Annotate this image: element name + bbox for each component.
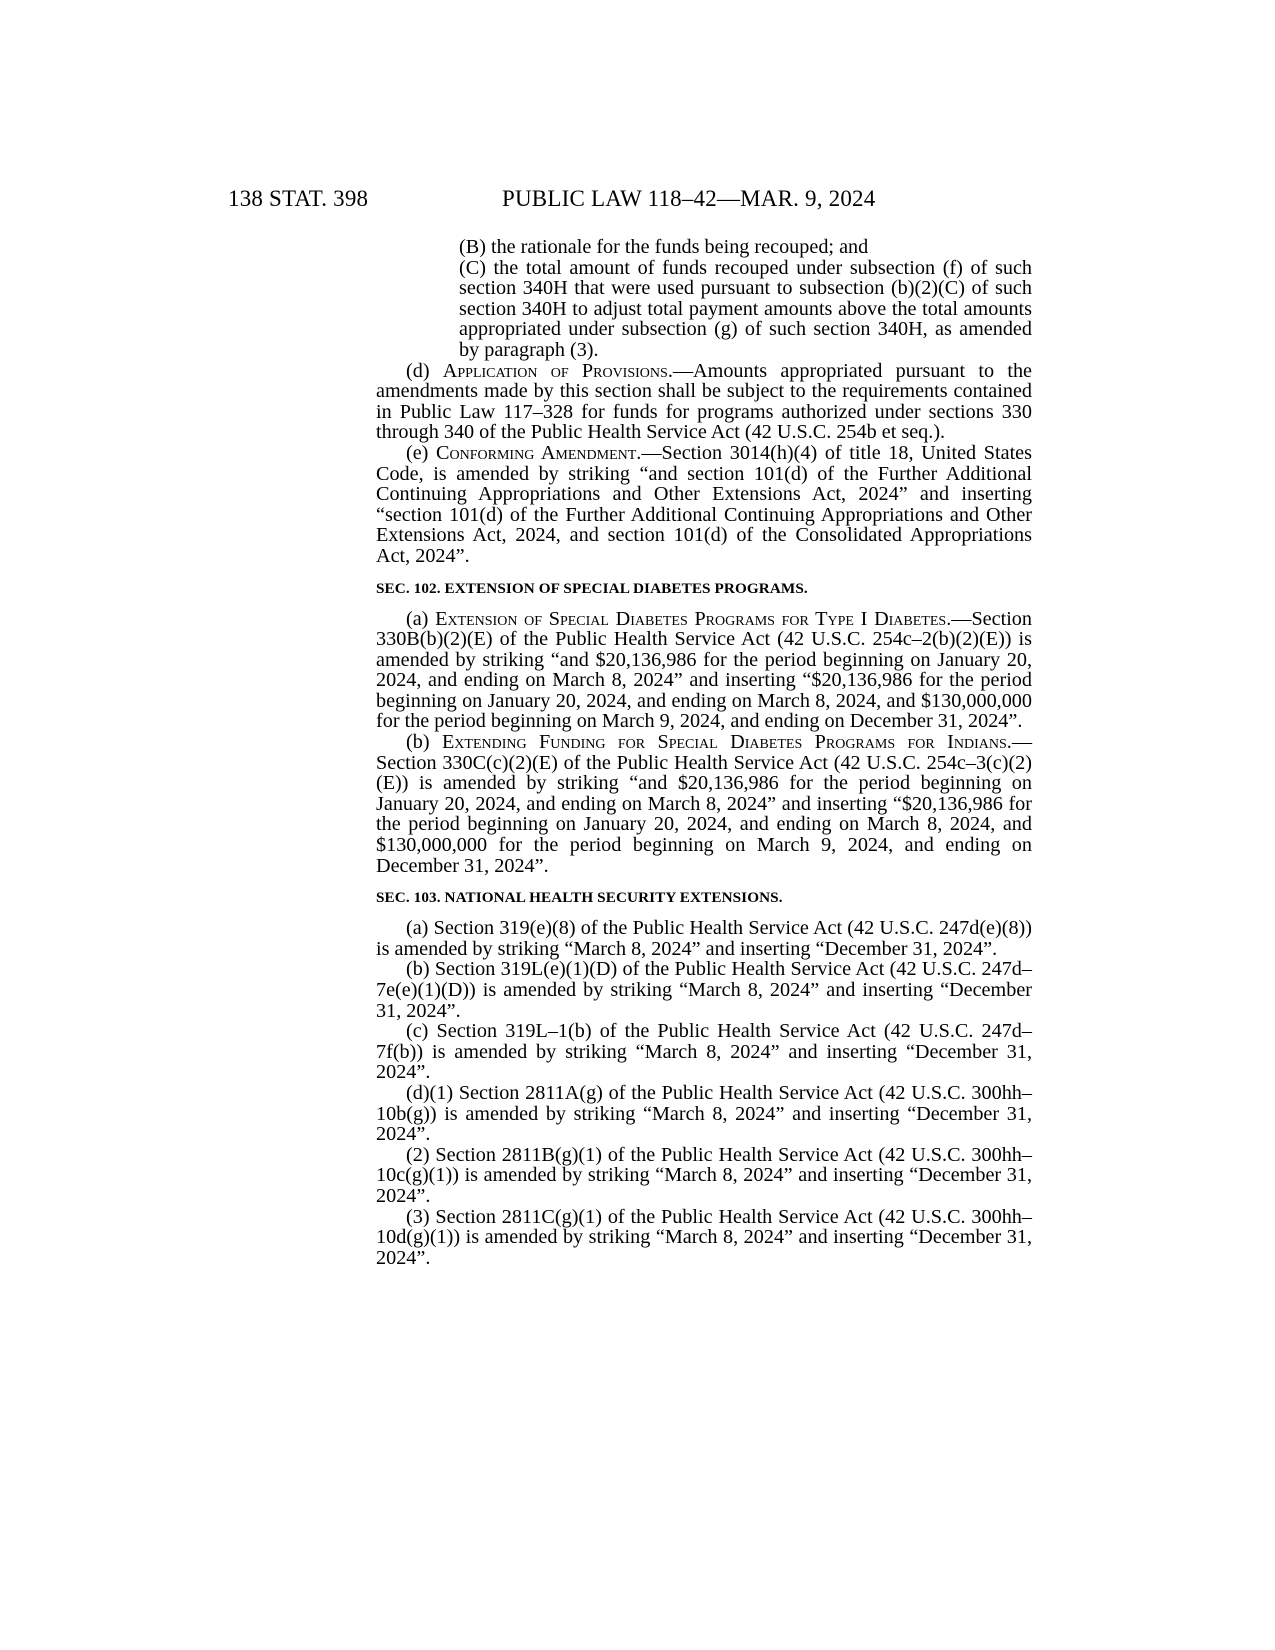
sec-103-paragraph-3: (3) Section 2811C(g)(1) of the Public Health Service Act (42 U.S.C. 300hh–10d(g)(1)) is amended by striking “March 8, 2024” and inserting “December 31, 2024”. xyxy=(376,1205,1032,1269)
sec-103-paragraph-2: (2) Section 2811B(g)(1) of the Public Health Service Act (42 U.S.C. 300hh–10c(g)(1)) is amended by striking “March 8, 2024” and inserting “December 31, 2024”. xyxy=(376,1143,1032,1207)
sec-102-a-heading: Extension of Special Diabetes Programs for Type I Diabetes xyxy=(435,607,947,630)
subsection-d-heading: Application of Provisions xyxy=(442,359,668,382)
sec-102-a-prefix: (a) xyxy=(406,607,436,630)
public-law-running-head: PUBLIC LAW 118–42—MAR. 9, 2024 xyxy=(502,186,876,211)
paragraph-c-C: (C) the total amount of funds recouped under subsection (f) of such section 340H that were used pursuant to subsection (b)(2)(C) of such section 340H to adjust total payment amounts above the total amounts appropriated under subsection (g) of such section 340H, as amended by paragraph (3). xyxy=(459,256,1032,361)
sec-103-subsection-c: (c) Section 319L–1(b) of the Public Health Service Act (42 U.S.C. 247d–7f(b)) is amended by striking “March 8, 2024” and inserting “December 31, 2024”. xyxy=(376,1020,1032,1084)
sec-103-subsection-b: (b) Section 319L(e)(1)(D) of the Public Health Service Act (42 U.S.C. 247d–7e(e)(1)(D)) is amended by striking “March 8, 2024” and inserting “December 31, 2024”. xyxy=(376,958,1032,1022)
sec-102-b-prefix: (b) xyxy=(406,731,442,754)
subsection-d-text: .—Amounts appropriated pursuant to the amendments made by this section shall be subject to the requirements contained in Public Law 117–328 for funds for programs authorized under sections 330 through 340 of the Public Health Service Act (42 U.S.C. 254b et seq.). xyxy=(376,359,1032,444)
sec-103-heading: SEC. 103. NATIONAL HEALTH SECURITY EXTENSIONS. xyxy=(376,889,783,907)
document-body xyxy=(376,237,1032,1268)
subsection-e xyxy=(376,443,1032,567)
sec-103-subsection-a: (a) Section 319(e)(8) of the Public Health Service Act (42 U.S.C. 247d(e)(8)) is amended by striking “March 8, 2024” and inserting “December 31, 2024”. xyxy=(376,917,1032,960)
subsection-e-text: .—Section 3014(h)(4) of title 18, United States Code, is amended by striking “and section 101(d) of the Further Additional Continuing Appropriations and Other Extensions Act, 2024” and inserting “section 101(d) of the Further Additional Continuing Appropriations and Other Extensions Act, 2024, and section 101(d) of the Consolidated Appropriations Act, 2024”. xyxy=(376,441,1032,567)
paragraph-c-B: (B) the rationale for the funds being recouped; and xyxy=(459,236,869,258)
stat-page-number: 138 STAT. 398 xyxy=(228,186,369,211)
sec-102-b-heading: Extending Funding for Special Diabetes Programs for Indians xyxy=(441,731,1007,754)
sec-103-subsection-d1: (d)(1) Section 2811A(g) of the Public Health Service Act (42 U.S.C. 300hh–10b(g)) is amended by striking “March 8, 2024” and inserting “December 31, 2024”. xyxy=(376,1081,1032,1146)
sec-102-subsection-b xyxy=(376,732,1032,876)
sec-102-b-text: .—Section 330C(c)(2)(E) of the Public Health Service Act (42 U.S.C. 254c–3(c)(2)(E)) is amended by striking “and $20,136,986 for the period beginning on January 20, 2024, and ending on March 8, 2024” and inserting “$20,136,986 for the period beginning on January 20, 2024, and ending on March 8, 2024, and $130,000,000 for the period beginning on March 9, 2024, and ending on December 31, 2024”. xyxy=(376,731,1033,877)
sec-102-a-text: .—Section 330B(b)(2)(E) of the Public Health Service Act (42 U.S.C. 254c–2(b)(2)(E)) is amended by striking “and $20,136,986 for the period beginning on January 20, 2024, and ending on March 8, 2024” and inserting “$20,136,986 for the period beginning on January 20, 2024, and ending on March 8, 2024, and $130,000,000 for the period beginning on March 9, 2024, and ending on December 31, 2024”. xyxy=(376,607,1032,733)
sec-102-heading: SEC. 102. EXTENSION OF SPECIAL DIABETES PROGRAMS. xyxy=(376,579,808,597)
subsection-d xyxy=(376,361,1032,443)
subsection-e-prefix: (e) xyxy=(406,441,437,464)
subsection-e-heading: Conforming Amendment xyxy=(436,441,637,464)
subsection-d-prefix: (d) xyxy=(406,359,443,382)
sec-102-subsection-a xyxy=(376,609,1032,733)
